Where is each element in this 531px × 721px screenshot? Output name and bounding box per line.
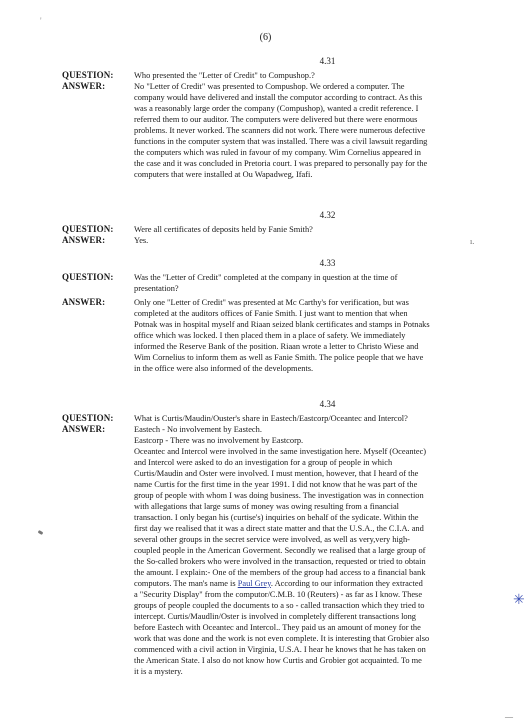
text-line: was a reasonably large order the company (Compushop), wanted a credit reference. I (134, 104, 419, 113)
underlined-name: Paul Grey (237, 579, 271, 588)
text-line: transaction. I only began his (curtise's) inquiries on behalf of the sydicate. Within the (134, 513, 419, 522)
section-number: 4.32 (319, 210, 336, 220)
text-line: referred them to our auditor. The computers were delivered but there were enormous (134, 115, 418, 124)
text-line: Eastcorp - There was no involvement by Eastcorp. (134, 436, 304, 445)
answer-text (134, 235, 512, 246)
question-label: QUESTION: (62, 224, 114, 234)
question-label: QUESTION: (62, 413, 114, 423)
text-line: Only one "Letter of Credit" was presented at Mc Carthy's for verification, but was (134, 298, 409, 307)
text-line: groups of people coupled the documents to a so - called transaction which they tried to (134, 601, 425, 610)
answer-text (134, 81, 512, 180)
text-line: informed the Reserve Bank of the position. Riaan wrote a letter to Christo Wiese and (134, 342, 419, 351)
text-line: the amount. I explain:- One of the members of the group had access to a financial bank (134, 568, 426, 577)
text-line: the computers which was ruled in favour of my company. Wim Cornelius appeared in (134, 148, 421, 157)
asterisk-margin-mark: ✳ (513, 593, 525, 608)
margin-mark: — (505, 712, 513, 721)
question-line: Who presented the "Letter of Credit" to Compushop.? (134, 71, 315, 80)
section-number: 4.34 (319, 399, 336, 409)
text-line: company would have delivered and install the computor according to contract. As this (134, 93, 423, 102)
text-line: coupled people in the American Goverment. Secondly we realised that a large group of (134, 546, 426, 555)
answer-text (134, 297, 512, 374)
question-text (134, 224, 512, 235)
page-number: (6) (259, 32, 272, 43)
text-line: work that was done and the work is not even complete. It is interesting that Grobier also (134, 634, 430, 643)
text-line: a "Security Display" from the computor/C.M.B. 10 (Reuters) - as far as I know. These (134, 590, 423, 599)
text-line: problems. It never worked. The scanners did not work. There were numerous defective (134, 126, 426, 135)
text-line: the American State. I also do not know how Curtis and Grobier got acquainted. To me (134, 656, 422, 665)
text-line: in the office were also informed of the developments. (134, 364, 314, 373)
question-label: QUESTION: (62, 272, 114, 282)
text-line: Curtis/Maudin and Oster were involved. I must mention, however, that I heard of the (134, 469, 419, 478)
text-line: completed at the auditors offices of Fanie Smith. I just want to mention that when (134, 309, 408, 318)
answer-label: ANSWER: (62, 424, 106, 434)
text-line: Was the "Letter of Credit" completed at the company in question at the time of (134, 273, 398, 282)
question-text (134, 70, 512, 81)
text-line: first day we realised that it was a direct state matter and that the U.S.A., the C.I.A. and (134, 524, 424, 533)
text-line: with allegations that large sums of money was owing resulting from a financial (134, 502, 399, 511)
text-line: intercept. Curtis/Maudlin/Oster is involved in completely different transactions long (134, 612, 416, 621)
answer-label: ANSWER: (62, 235, 106, 245)
text-line: Yes. (134, 236, 149, 245)
text-line: functions in the computer system that was installed. There was a civil lawsuit regarding (134, 137, 428, 146)
section-number: 4.33 (319, 258, 336, 268)
question-label: QUESTION: (62, 70, 114, 80)
answer-text (134, 424, 512, 677)
question-line: Were all certificates of deposits held by Fanie Smith? (134, 225, 313, 234)
text-line: several other groups in the secret service were involved, as well as very,very high- (134, 535, 410, 544)
question-text (134, 413, 512, 424)
margin-smudge (38, 530, 44, 535)
text-line: Eastech - No involvement by Eastech. (134, 425, 262, 434)
answer-label: ANSWER: (62, 81, 106, 91)
text-line: Oceantec and Intercol were involved in the same investigation here. Myself (Oceantec) (134, 447, 427, 456)
margin-mark: ı. (470, 237, 475, 246)
text-line: Wim Cornelius to inform them as well as Fanie Smith. The police people that we have (134, 353, 424, 362)
text-line: office which was locked. I then placed them in a place of safety. We immediately (134, 331, 406, 340)
margin-mark: ' (40, 16, 42, 26)
text-line: group of people with whom I was doing business. The investigation was in connection (134, 491, 424, 500)
text-line: computers that were installed at Ou Wapadweg, Ifafi. (134, 170, 313, 179)
text-line: commenced with a civil action in Virginia, U.S.A. I hear he knows that he has taken on (134, 645, 426, 654)
text-line: No "Letter of Credit" was presented to Compushop. We ordered a computer. The (134, 82, 405, 91)
text-line: the So-called brokers who were involved in the transaction, requested or tried to obtain (134, 557, 426, 566)
text-line: computors. The man's name is Paul Grey. According to our information they extracted (134, 579, 423, 588)
text-line: presentation? (134, 284, 179, 293)
text-line: the case and it was concluded in Pretoria court. I was prepared to personally pay for the (134, 159, 428, 168)
text-line: name Curtis for the first time in the year 1991. I did not know that he was part of the (134, 480, 418, 489)
section-number: 4.31 (319, 56, 336, 66)
question-text (134, 272, 512, 294)
text-line: it is a mystery. (134, 667, 183, 676)
text-line: Potnak was in hospital myself and Riaan seized blank certificates and stamps in Potnaks (134, 320, 430, 329)
question-line: What is Curtis/Maudin/Ouster's share in Eastech/Eastcorp/Oceantec and Intercol? (134, 414, 408, 423)
text-line: and Intercol were asked to do an investigation for a group of people in which (134, 458, 393, 467)
answer-label: ANSWER: (62, 297, 106, 307)
text-line: before Eastech with Oceantec and Intercol.. They paid us an amount of money for the (134, 623, 421, 632)
